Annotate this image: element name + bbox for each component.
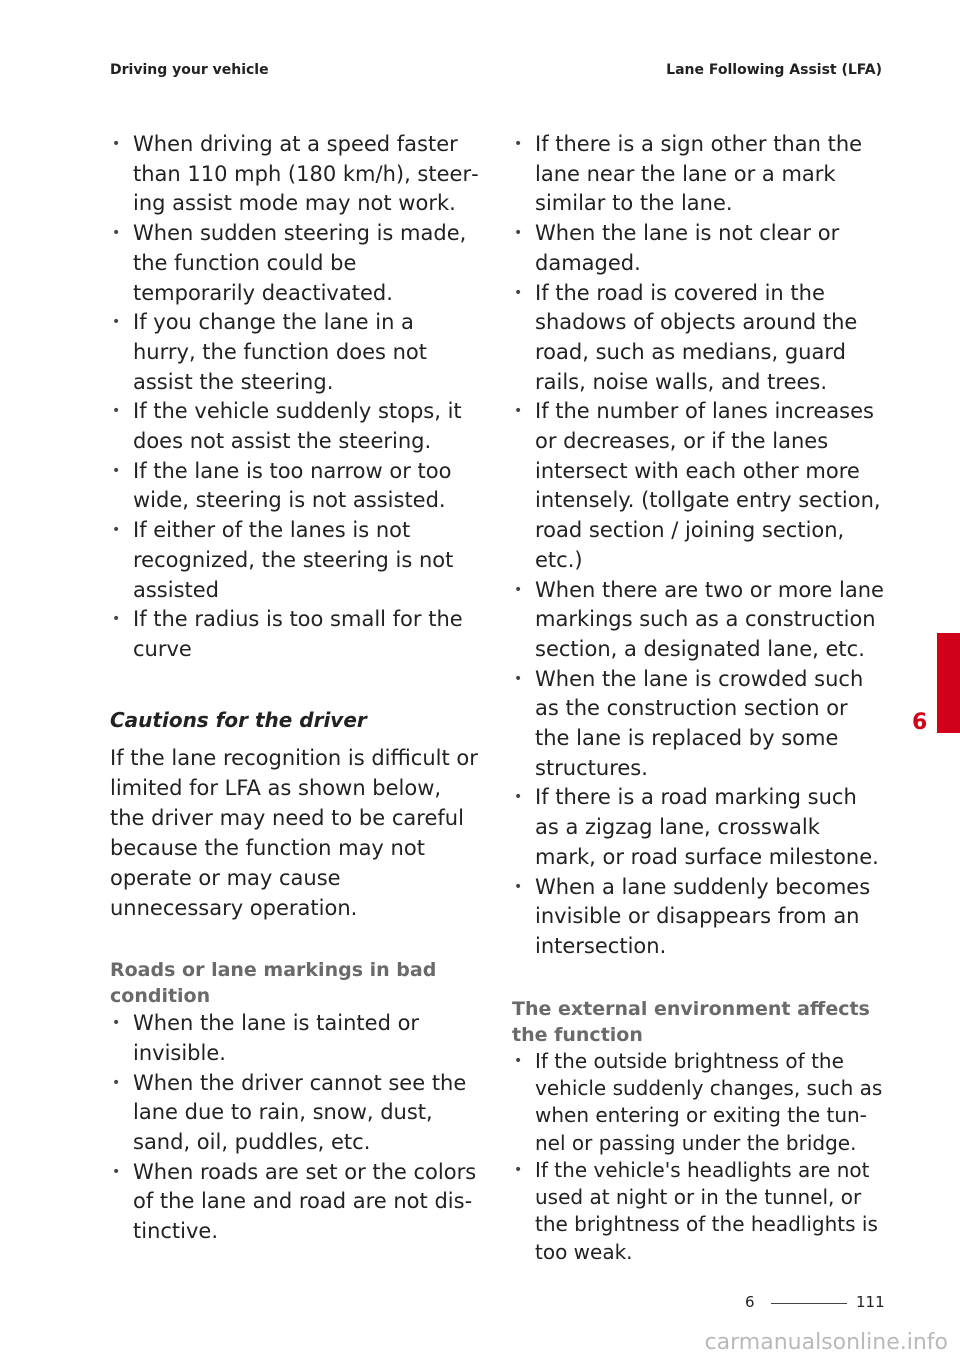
- footer-chapter: 6: [745, 1293, 755, 1311]
- list-item: • If the number of lanes increases or decreases, or if the lanes intersect with each other more intensely. (tollgate entry section, road section / joining section, etc.): [512, 397, 884, 575]
- limitations-list: [110, 130, 480, 665]
- chapter-tab: [937, 633, 960, 733]
- footer-divider: [771, 1303, 847, 1304]
- lane-conditions-list: [512, 130, 884, 962]
- list-item: • If the vehicle suddenly stops, it does not assist the steering.: [110, 397, 480, 456]
- list-item: • If the outside brightness of the vehicle suddenly changes, such as when entering or exiting the tunnel or passing under the bridge.: [512, 1048, 884, 1157]
- header-left: Driving your vehicle: [110, 62, 269, 78]
- page-number: 111: [856, 1293, 885, 1311]
- environment-heading: The external environment affects the function: [512, 997, 870, 1046]
- list-item: • When there are two or more lane markings such as a construction section, a designated lane, etc.: [512, 576, 884, 665]
- list-item: • When a lane suddenly becomes invisible or disappears from an intersection.: [512, 873, 884, 962]
- roads-list: [110, 1009, 480, 1247]
- list-item: • If there is a sign other than the lane near the lane or a mark similar to the lane.: [512, 130, 884, 219]
- list-item: • If the radius is too small for the curve: [110, 605, 480, 664]
- list-item: • If you change the lane in a hurry, the function does not assist the steering.: [110, 308, 480, 397]
- list-item: • If either of the lanes is not recognized, the steering is not assisted: [110, 516, 480, 605]
- list-item: • When sudden steering is made, the function could be temporarily deactivated.: [110, 219, 480, 308]
- right-column: [512, 130, 884, 1266]
- list-item: • When driving at a speed faster than 110 mph (180 km/h), steering assist mode may not work.: [110, 130, 480, 219]
- list-item: • When the driver cannot see the lane due to rain, snow, dust, sand, oil, puddles, etc.: [110, 1069, 480, 1158]
- list-item: • When the lane is tainted or invisible.: [110, 1009, 480, 1068]
- left-column: [110, 130, 480, 1247]
- roads-heading: Roads or lane markings in bad condition: [110, 959, 437, 1008]
- header-right: Lane Following Assist (LFA): [666, 62, 882, 78]
- list-item: • When the lane is not clear or damaged.: [512, 219, 884, 278]
- list-item: • When the lane is crowded such as the construction section or the lane is replaced by some structures.: [512, 665, 884, 784]
- caution-paragraph: If the lane recognition is difficult or limited for LFA as shown below, the driver may need to be careful because the function may not operate or may cause unnecessary operation.: [110, 745, 478, 921]
- watermark: carmanualsonline.info: [704, 1330, 948, 1355]
- list-item: • If the lane is too narrow or too wide, steering is not assisted.: [110, 457, 480, 516]
- caution-title: Cautions for the driver: [110, 707, 367, 732]
- list-item: • If the road is covered in the shadows of objects around the road, such as medians, guard rails, noise walls, and trees.: [512, 279, 884, 398]
- list-item: • If there is a road marking such as a zigzag lane, crosswalk mark, or road surface milestone.: [512, 783, 884, 872]
- list-item: • If the vehicle's headlights are not used at night or in the tunnel, or the brightness of the headlights is too weak.: [512, 1157, 884, 1266]
- chapter-tab-number: 6: [912, 710, 928, 735]
- list-item: • When roads are set or the colors of the lane and road are not distinctive.: [110, 1158, 480, 1247]
- environment-list: [512, 1048, 884, 1266]
